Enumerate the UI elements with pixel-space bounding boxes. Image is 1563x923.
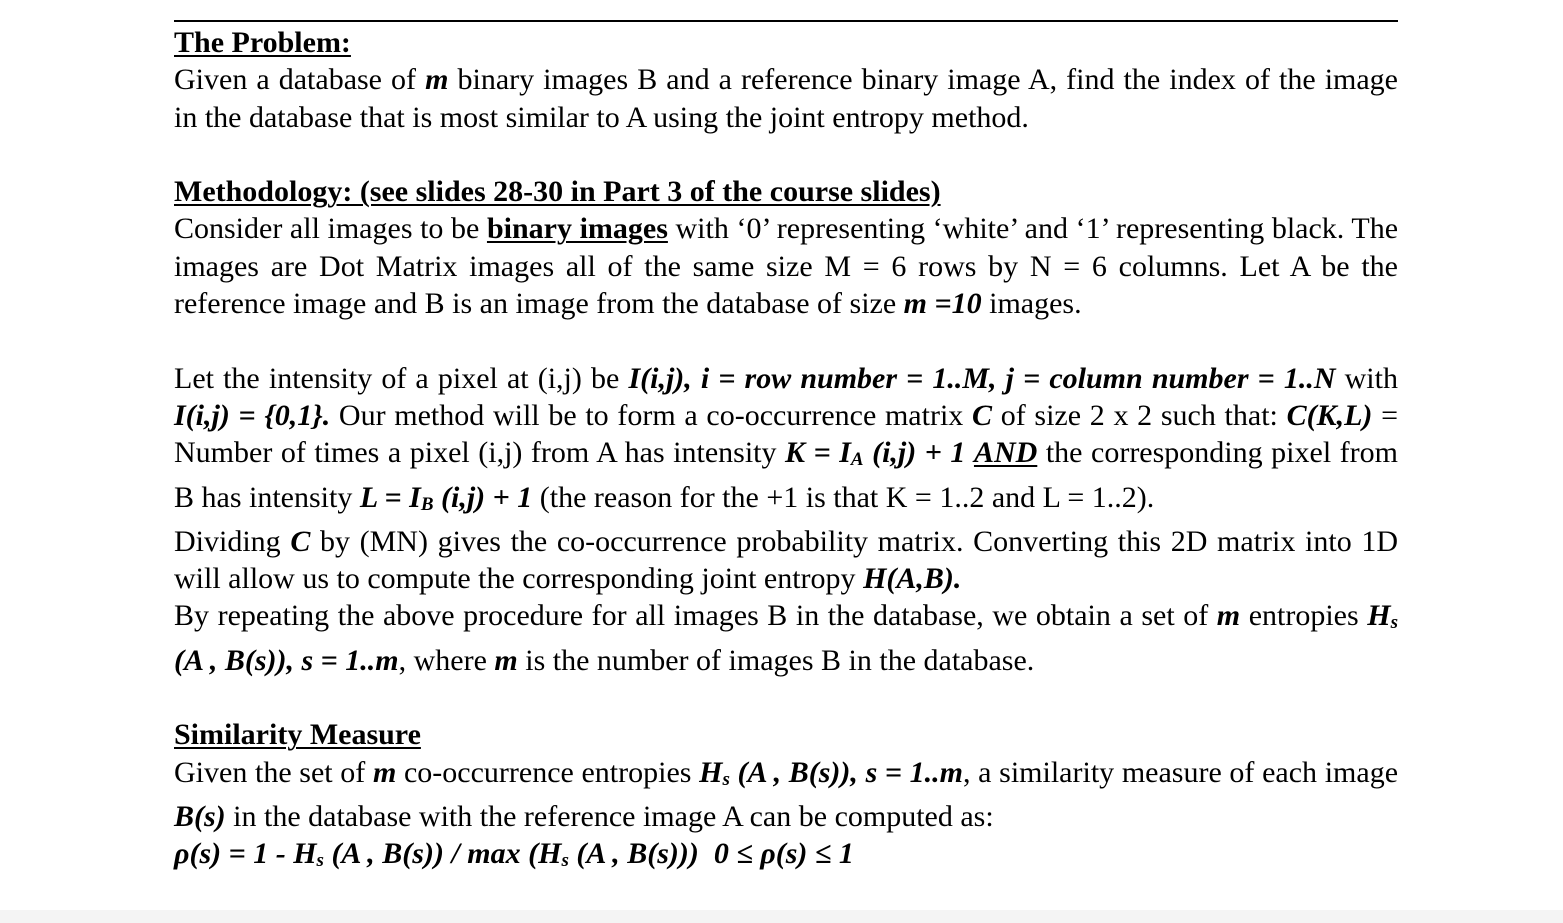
matrix-c: C [290,524,311,558]
text: images. [981,287,1082,321]
text: By repeating the above procedure for all images B in the database, we obtain a set of [174,599,1217,633]
entropy-h: H [1367,599,1391,633]
c-k-l: C(K,L) [1286,398,1373,432]
intensity-set: I(i,j) = {0,1}. [174,398,331,432]
document-body [174,24,1398,880]
m-variable: m [372,755,397,789]
problem-heading: The Problem: [174,26,351,59]
s-range: s = 1..m [865,755,964,789]
text: co-occurrence entropies [396,755,700,789]
subscript-s: s [316,850,324,872]
text: by (MN) gives the co-occurrence probability matrix. Converting this 2D matrix into 1D will allow us to compute the corresponding joint entropy [174,524,1399,596]
text: in the database with the reference image A can be computed as: [225,799,994,833]
text: the corresponding pixel from B has intensity [174,436,1398,514]
entropy-args: (A , B(s)), [174,643,302,677]
joint-entropy: H(A,B). [863,562,962,596]
text: entropies [1240,599,1368,633]
subscript-b: B [420,493,434,515]
m-variable: m [1216,599,1241,633]
b-of-s: B(s) [174,799,226,833]
methodology-paragraph-1 [174,210,1398,322]
text: Our method will be to form a co-occurrence matrix [330,398,972,432]
methodology-paragraph-2 [174,360,1398,523]
subscript-a: A [850,449,864,471]
problem-m: m [425,63,449,97]
k-formula: K = I [785,436,851,470]
text: (the reason for the +1 is that K = 1..2 and L = 1..2). [532,480,1155,514]
methodology-paragraph-4 [174,597,1398,679]
intensity-definition: I(i,j), i = row number = 1..M, j = column number = 1..N [628,361,1336,395]
similarity-formula [174,835,1398,879]
spacer [174,322,1398,359]
spacer [174,679,1398,716]
methodology-paragraph-3 [174,523,1398,598]
s-range: s = 1..m [301,643,399,677]
text: with [1335,361,1398,395]
top-rule [174,20,1398,22]
spacer [174,136,1398,173]
subscript-s: s [1390,612,1398,634]
l-formula: L = I [359,480,421,514]
text: with ‘0’ representing ‘white’ and ‘1’ representing black. The images are Dot Matrix images all of the same size M = 6 rows by N = 6 columns. Let A be the reference image and B is an image from the database of size [174,212,1399,321]
formula-part: (A , B(s)) / max (H [323,837,562,871]
text: Given the set of [174,755,373,789]
subscript-s: s [561,850,569,872]
subscript-s: s [722,768,730,790]
page-bottom-edge [0,910,1563,923]
text: Let the intensity of a pixel at (i,j) be [174,361,629,395]
m-equals-10: m =10 [903,287,982,321]
text: of size 2 x 2 such that: [992,398,1287,432]
problem-paragraph [174,61,1398,136]
text: , where [398,643,495,677]
formula-part: ρ(s) = 1 - H [174,837,317,871]
text: = Number of times a pixel (i,j) from A has intensity [174,398,1399,470]
problem-text-2: binary images B and a reference binary image A, find the index of the image in the database that is most similar to A using the joint entropy method. [174,63,1398,134]
and-keyword: AND [973,436,1038,470]
text: Consider all images to be [174,212,487,246]
text: is the number of images B in the database. [517,643,1035,677]
k-formula-rest: (i,j) + 1 [863,436,966,470]
entropy-args: (A , B(s)), [729,755,866,789]
l-formula-rest: (i,j) + 1 [433,480,533,514]
m-variable: m [494,643,518,677]
text: , a similarity measure of each image [963,755,1399,789]
matrix-c: C [972,398,993,432]
formula-part: (A , B(s))) 0 ≤ ρ(s) ≤ 1 [568,837,854,871]
similarity-heading: Similarity Measure [174,718,421,752]
text: Dividing [174,524,291,558]
binary-images-term: binary images [486,212,668,246]
problem-text: Given a database of [174,63,426,97]
methodology-heading: Methodology: (see slides 28-30 in Part 3 of the course slides) [174,175,941,209]
entropy-h: H [699,755,723,789]
similarity-paragraph [174,754,1398,836]
